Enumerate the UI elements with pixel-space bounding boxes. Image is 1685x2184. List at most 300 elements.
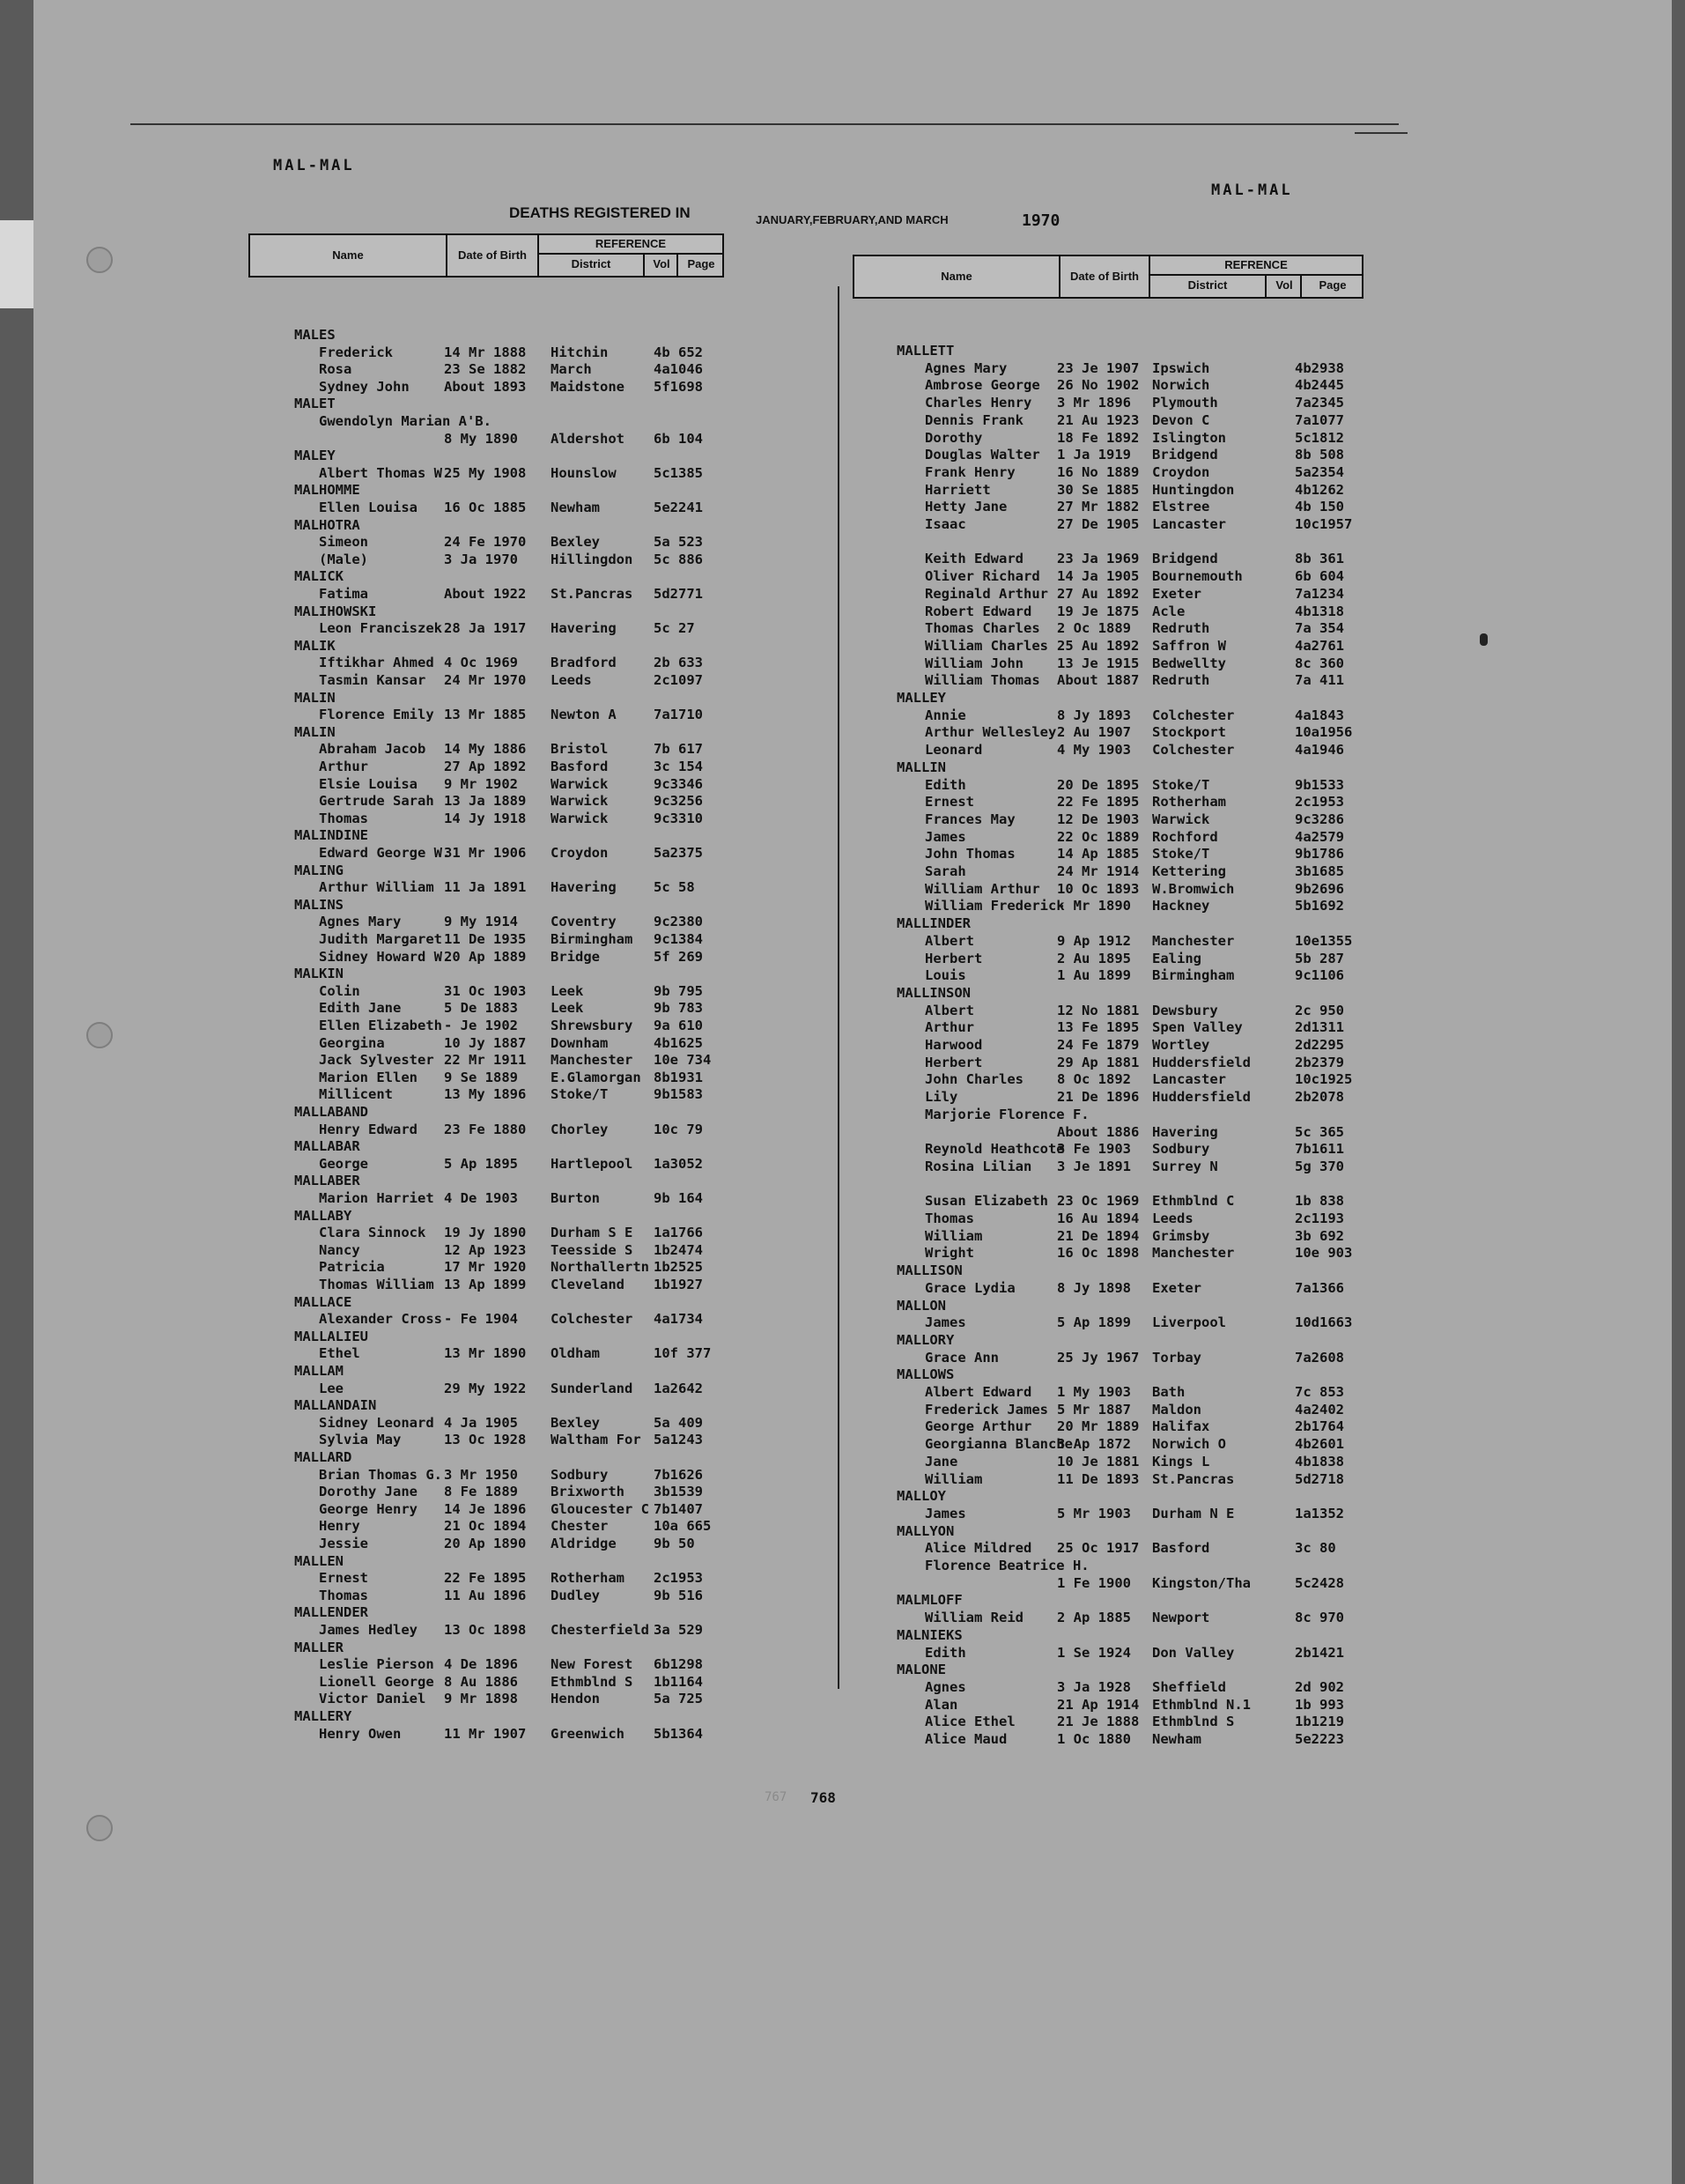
date-of-birth: 16 No 1889 [1057, 463, 1140, 480]
date-of-birth: 22 Fe 1895 [1057, 794, 1140, 811]
district: Bexley [551, 534, 600, 551]
entry-row [853, 551, 1364, 568]
district: Havering [1152, 1123, 1218, 1140]
date-of-birth: 21 De 1894 [1057, 1227, 1140, 1244]
date-of-birth: 8 My 1890 [444, 430, 518, 447]
date-of-birth: 11 De 1935 [444, 931, 527, 947]
date-of-birth: 9 Se 1889 [444, 1069, 518, 1085]
surname-text: MALINDINE [294, 827, 368, 844]
date-of-birth: 21 Je 1888 [1057, 1714, 1140, 1730]
surname-heading [248, 1329, 724, 1346]
surname-text: MALLARD [294, 1449, 352, 1465]
surname-text: MALICK [294, 568, 344, 585]
given-names: Albert Thomas W. [319, 464, 451, 481]
volume-page: 4a1843 [1295, 707, 1344, 723]
volume-page: 1b2474 [654, 1241, 703, 1258]
date-of-birth: 20 Ap 1890 [444, 1536, 527, 1551]
given-names: Wright [925, 1245, 974, 1262]
volume-page: 4a1946 [1295, 742, 1344, 759]
district: Newham [1152, 1731, 1201, 1747]
entry-row [248, 1467, 724, 1484]
date-of-birth: 25 My 1908 [444, 464, 527, 481]
volume-page: 1b1927 [654, 1277, 703, 1292]
volume-page: 4b 652 [654, 344, 703, 360]
volume-page: 5a1243 [654, 1432, 703, 1448]
date-of-birth: 16 Oc 1885 [444, 500, 527, 515]
date-of-birth: 8 Jy 1898 [1057, 1279, 1131, 1296]
district: Spen Valley [1152, 1019, 1243, 1036]
volume-page: 7b1407 [654, 1500, 703, 1517]
surname-text: MALLINDER [897, 915, 971, 932]
district: Brixworth [551, 1484, 624, 1500]
given-names: Agnes Mary [319, 914, 402, 930]
district: Gloucester C [551, 1500, 649, 1517]
volume-page: 5g 370 [1295, 1158, 1344, 1174]
date-of-birth: 20 De 1895 [1057, 776, 1140, 793]
entry-row [248, 431, 724, 448]
date-of-birth: 29 Ap 1881 [1057, 1054, 1140, 1070]
given-names: Patricia [319, 1259, 385, 1276]
surname-heading [248, 724, 724, 742]
date-of-birth: 28 Ja 1917 [444, 620, 527, 637]
district: Hitchin [551, 344, 609, 360]
date-of-birth: 5 Ap 1899 [1057, 1314, 1131, 1331]
table-header-left [248, 233, 724, 278]
surname-heading [853, 1627, 1364, 1645]
given-names: Simeon [319, 534, 368, 551]
surname-heading [248, 327, 724, 344]
district: March [551, 361, 592, 378]
header-page: Page [676, 253, 724, 276]
district: Chesterfield [551, 1622, 649, 1638]
volume-page: 7a2345 [1295, 395, 1344, 411]
district: Hillingdon [551, 551, 633, 567]
date-of-birth: 2 Oc 1889 [1057, 620, 1131, 637]
surname-text: MALIN [294, 723, 336, 740]
district: Colchester [551, 1311, 633, 1328]
district: Norwich O [1152, 1436, 1226, 1453]
date-of-birth: 21 Ap 1914 [1057, 1696, 1140, 1713]
volume-page: 2c1097 [654, 672, 703, 688]
given-names: George [319, 1155, 368, 1172]
date-of-birth: 12 De 1903 [1057, 811, 1140, 827]
district: Durham N E [1152, 1505, 1235, 1521]
surname-heading [248, 1363, 724, 1381]
entry-row [248, 1052, 724, 1070]
entry-row [853, 568, 1364, 586]
date-of-birth: 4 Oc 1969 [444, 655, 518, 671]
surname-heading [853, 1366, 1364, 1384]
header-district: District [1187, 278, 1228, 292]
given-names: Charles Henry [925, 395, 1032, 411]
given-names: James [925, 1314, 966, 1331]
district: Warwick [1152, 811, 1210, 827]
entry-row [248, 1622, 724, 1640]
district: Hartlepool [551, 1155, 633, 1172]
given-names: Dorothy Jane [319, 1484, 418, 1500]
entry-row [853, 1436, 1364, 1454]
entry-row [248, 707, 724, 724]
given-names: Ambrose George [925, 377, 1040, 394]
volume-page: 9c3286 [1295, 811, 1344, 827]
date-of-birth: 11 Mr 1907 [444, 1725, 527, 1742]
surname-text: MALES [294, 327, 336, 343]
district: Ethmblnd S [1152, 1714, 1235, 1730]
surname-heading [853, 1662, 1364, 1679]
surname-heading [853, 1592, 1364, 1610]
entry-row [853, 377, 1364, 395]
volume-page: 10e 734 [654, 1052, 712, 1069]
volume-page: 3c 154 [654, 759, 703, 774]
given-names: Edith [925, 1644, 966, 1661]
entry-row [248, 1484, 724, 1501]
given-names: Tasmin Kansar [319, 672, 426, 688]
district: New Forest [551, 1656, 633, 1673]
district: Leeds [551, 672, 592, 688]
entry-row [853, 863, 1364, 881]
surname-heading [248, 482, 724, 500]
volume-page: 5c1385 [654, 464, 703, 481]
date-of-birth: 30 Se 1885 [1057, 481, 1140, 498]
district: Greenwich [551, 1725, 624, 1742]
date-of-birth: 3 Ja 1970 [444, 551, 518, 567]
entry-row [248, 793, 724, 811]
date-of-birth: 8 Fe 1889 [444, 1484, 518, 1500]
surname-text: MALLETT [897, 343, 955, 359]
volume-page: 2c1953 [1295, 794, 1344, 811]
volume-page: 7a1234 [1295, 585, 1344, 602]
date-of-birth: About 1887 [1057, 672, 1140, 689]
volume-page: 3c 80 [1295, 1540, 1336, 1557]
district: Huddersfield [1152, 1089, 1251, 1106]
entry-row [248, 931, 724, 949]
entry-row [853, 1575, 1364, 1593]
date-of-birth: 19 Je 1875 [1057, 603, 1140, 619]
date-of-birth: 10 Oc 1893 [1057, 880, 1140, 897]
entry-row [248, 379, 724, 396]
given-names: Marion Harriet [319, 1190, 434, 1206]
entry-row [853, 1003, 1364, 1020]
date-of-birth: 18 Fe 1892 [1057, 429, 1140, 446]
volume-page: 5c 365 [1295, 1123, 1344, 1140]
date-of-birth: 25 Jy 1967 [1057, 1349, 1140, 1366]
entry-row [248, 914, 724, 931]
district: Sunderland [551, 1380, 633, 1396]
date-of-birth: 22 Fe 1895 [444, 1570, 527, 1587]
surname-heading [248, 1449, 724, 1467]
volume-page: 4b1838 [1295, 1453, 1344, 1470]
blank-line [853, 534, 1364, 552]
given-names: Thomas [319, 810, 368, 826]
header-vol: Vol [643, 253, 678, 276]
surname-text: MALHOTRA [294, 516, 360, 533]
entry-row [248, 1415, 724, 1433]
entry-row [248, 759, 724, 776]
date-of-birth: 24 Fe 1879 [1057, 1037, 1140, 1053]
entry-row [853, 1314, 1364, 1332]
district: Huddersfield [1152, 1054, 1251, 1070]
volume-page: 10c1925 [1295, 1071, 1353, 1088]
volume-page: 4b2938 [1295, 359, 1344, 376]
district: W.Bromwich [1152, 880, 1235, 897]
entry-row [853, 1679, 1364, 1697]
district: Newham [551, 500, 600, 515]
volume-page: 2b2078 [1295, 1089, 1344, 1106]
given-names: Thomas William [319, 1277, 434, 1292]
district: St.Pancras [551, 586, 633, 602]
volume-page: 4b2601 [1295, 1436, 1344, 1453]
volume-page: 9c1384 [654, 931, 703, 947]
volume-page: 1b 838 [1295, 1193, 1344, 1210]
volume-page: 7b1626 [654, 1466, 703, 1483]
date-of-birth: 24 Mr 1914 [1057, 863, 1140, 879]
surname-text: MALLABAND [294, 1104, 368, 1120]
binder-hole-middle [86, 1022, 113, 1048]
volume-page: 9c2380 [654, 914, 703, 930]
district: Norwich [1152, 377, 1210, 394]
district: Torbay [1152, 1349, 1201, 1366]
given-names: Frances May [925, 811, 1016, 827]
entry-row [853, 1454, 1364, 1471]
given-names: Oliver Richard [925, 568, 1040, 585]
blank-line [853, 1176, 1364, 1194]
entry-row [853, 1159, 1364, 1176]
entry-row [853, 1037, 1364, 1055]
header-reference: REFERENCE [539, 235, 722, 255]
given-names: Nancy [319, 1241, 360, 1258]
surname-heading [853, 759, 1364, 777]
volume-page: 7b1611 [1295, 1141, 1344, 1158]
date-of-birth: 5 Mr 1903 [1057, 1505, 1131, 1521]
given-names: Lee [319, 1380, 344, 1396]
volume-page: 4a2402 [1295, 1401, 1344, 1418]
given-names: Ernest [319, 1570, 368, 1587]
date-of-birth: - Fe 1904 [444, 1311, 518, 1328]
given-names: Arthur Wellesley [925, 724, 1057, 741]
volume-page: 5a 409 [654, 1414, 703, 1431]
surname-text: MALLON [897, 1297, 946, 1314]
district: Shrewsbury [551, 1018, 633, 1033]
date-of-birth: 3 Mr 1950 [444, 1466, 518, 1483]
given-names: James Hedley [319, 1622, 418, 1638]
date-of-birth: 3 Je 1891 [1057, 1158, 1131, 1174]
date-of-birth: 13 Ap 1899 [444, 1277, 527, 1292]
volume-page: 1b 993 [1295, 1696, 1344, 1713]
district: Huntingdon [1152, 481, 1235, 498]
given-names: Iftikhar Ahmed [319, 655, 434, 671]
date-of-birth: 24 Mr 1970 [444, 672, 527, 688]
entry-row [853, 1089, 1364, 1107]
entry-row [853, 395, 1364, 412]
entry-row [853, 464, 1364, 482]
district: St.Pancras [1152, 1470, 1235, 1487]
given-names: Leon Franciszek [319, 620, 442, 637]
district: Saffron W [1152, 637, 1226, 654]
surname-text: MALHOMME [294, 482, 360, 499]
ghost-page-number: 767 [765, 1790, 787, 1804]
surname-heading [248, 448, 724, 465]
entry-row [853, 1124, 1364, 1142]
entry-row [853, 1071, 1364, 1089]
surname-text: MALIK [294, 637, 336, 654]
surname-text: MALINS [294, 896, 344, 913]
entry-row [248, 879, 724, 897]
entry-row [853, 603, 1364, 621]
district: Redruth [1152, 620, 1210, 637]
volume-page: 9b1583 [654, 1086, 703, 1103]
given-names: Arthur William [319, 879, 434, 896]
date-of-birth: 23 Ja 1969 [1057, 551, 1140, 567]
given-names: Jessie [319, 1536, 368, 1551]
volume-page: 9b1533 [1295, 776, 1344, 793]
date-of-birth: 1 My 1903 [1057, 1384, 1131, 1400]
given-names: Ethel [319, 1345, 360, 1362]
district: Newton A [551, 707, 617, 723]
volume-page: 2c1193 [1295, 1210, 1344, 1226]
entry-row [853, 655, 1364, 673]
date-of-birth: 13 My 1896 [444, 1086, 527, 1103]
volume-page: 9b 164 [654, 1190, 703, 1206]
top-rule-mark [1355, 132, 1408, 134]
volume-page: 1a1766 [654, 1225, 703, 1241]
entry-row [248, 1156, 724, 1173]
volume-page: 9b2696 [1295, 880, 1344, 897]
date-of-birth: 27 Ap 1892 [444, 759, 527, 774]
binder-hole-top [86, 247, 113, 273]
period-label: JANUARY,FEBRUARY,AND MARCH [756, 213, 949, 226]
district: Sodbury [551, 1466, 609, 1483]
given-names: Marion Ellen [319, 1069, 418, 1085]
district: Rotherham [551, 1570, 624, 1587]
given-names: Henry Owen [319, 1725, 402, 1742]
district: Ethmblnd C [1152, 1193, 1235, 1210]
district: Aldershot [551, 430, 624, 447]
date-of-birth: 13 Je 1915 [1057, 655, 1140, 671]
entry-row [248, 1259, 724, 1277]
district: Devon C [1152, 411, 1210, 428]
volume-page: 2b 633 [654, 655, 703, 671]
given-names: Rosina Lilian [925, 1158, 1032, 1174]
given-names: Jack Sylvester [319, 1052, 434, 1069]
entry-row [853, 1384, 1364, 1402]
year-label: 1970 [1022, 211, 1061, 230]
surname-text: MALLIN [897, 759, 946, 775]
district: Coventry [551, 914, 617, 930]
date-of-birth: 12 Ap 1923 [444, 1241, 527, 1258]
date-of-birth: 2 Au 1907 [1057, 724, 1131, 741]
date-of-birth: 21 Oc 1894 [444, 1518, 527, 1535]
given-names: Harriett [925, 481, 991, 498]
given-names: George Arthur [925, 1418, 1032, 1435]
district: Chester [551, 1518, 609, 1535]
district: Burton [551, 1190, 600, 1206]
entry-row [248, 1225, 724, 1242]
given-names: Lionell George [319, 1673, 434, 1690]
table-header-right [853, 255, 1364, 299]
entry-row [248, 1518, 724, 1536]
entry-row [853, 1350, 1364, 1367]
entry-row [248, 741, 724, 759]
volume-page: 4a2579 [1295, 828, 1344, 845]
district: Bridge [551, 948, 600, 965]
entry-row [853, 516, 1364, 534]
entry-row [248, 1536, 724, 1553]
date-of-birth: 4 Ja 1905 [444, 1414, 518, 1431]
district: Manchester [551, 1052, 633, 1069]
date-of-birth: 13 Mr 1885 [444, 707, 527, 723]
entry-row [853, 1645, 1364, 1662]
date-of-birth: 13 Mr 1890 [444, 1345, 527, 1362]
date-of-birth: 23 Fe 1880 [444, 1121, 527, 1137]
given-names: Brian Thomas G. [319, 1466, 442, 1483]
volume-page: 10a1956 [1295, 724, 1353, 741]
date-of-birth: 16 Au 1894 [1057, 1210, 1140, 1226]
volume-page: 5c 27 [654, 620, 695, 637]
district: Leek [551, 982, 584, 999]
volume-page: 9b 50 [654, 1536, 695, 1551]
header-district: District [571, 257, 611, 270]
district: Leek [551, 1000, 584, 1017]
volume-page: 3b1685 [1295, 863, 1344, 879]
date-of-birth: 12 No 1881 [1057, 1002, 1140, 1018]
volume-page: 1a2642 [654, 1380, 703, 1396]
date-of-birth: 27 De 1905 [1057, 516, 1140, 532]
surname-heading [248, 396, 724, 413]
given-names: Reynold Heathcote [925, 1141, 1065, 1158]
surname-heading [248, 1397, 724, 1415]
district: Newport [1152, 1610, 1210, 1626]
entry-row [853, 1280, 1364, 1298]
entry-row [853, 1210, 1364, 1228]
given-names: Ellen Louisa [319, 500, 418, 515]
volume-page: 5e2241 [654, 500, 703, 515]
surname-heading [248, 1708, 724, 1726]
given-names: Annie [925, 707, 966, 723]
ink-blot [1480, 633, 1488, 646]
surname-text: MALLABER [294, 1173, 360, 1189]
entry-row [248, 1588, 724, 1605]
date-of-birth: 29 My 1922 [444, 1380, 527, 1396]
date-of-birth: 14 Je 1896 [444, 1500, 527, 1517]
given-names: Edith Jane [319, 1000, 402, 1017]
entry-row [248, 1656, 724, 1674]
entry-row [248, 1122, 724, 1139]
district: Kettering [1152, 863, 1226, 879]
given-names: Henry [319, 1518, 360, 1535]
date-of-birth: 1 Se 1924 [1057, 1644, 1131, 1661]
entry-row [853, 1055, 1364, 1072]
given-names: Keith Edward [925, 551, 1024, 567]
given-names: Victor Daniel [319, 1691, 426, 1707]
entry-row [248, 1345, 724, 1363]
surname-heading [248, 568, 724, 586]
given-names: Alice Mildred [925, 1540, 1032, 1557]
district: Oldham [551, 1345, 600, 1362]
surname-heading [853, 1523, 1364, 1541]
surname-heading [853, 1298, 1364, 1315]
district: Plymouth [1152, 395, 1218, 411]
header-reference-group [1149, 256, 1362, 297]
given-names: Gertrude Sarah [319, 793, 434, 810]
surname-text: MALLOWS [897, 1366, 955, 1383]
entry-row [853, 1731, 1364, 1749]
given-names: Herbert [925, 950, 983, 966]
entry-row [853, 1228, 1364, 1246]
district: Kingston/Tha [1152, 1574, 1251, 1591]
volume-page: 10a 665 [654, 1518, 712, 1535]
district: Grimsby [1152, 1227, 1210, 1244]
given-names: Jane [925, 1453, 958, 1470]
